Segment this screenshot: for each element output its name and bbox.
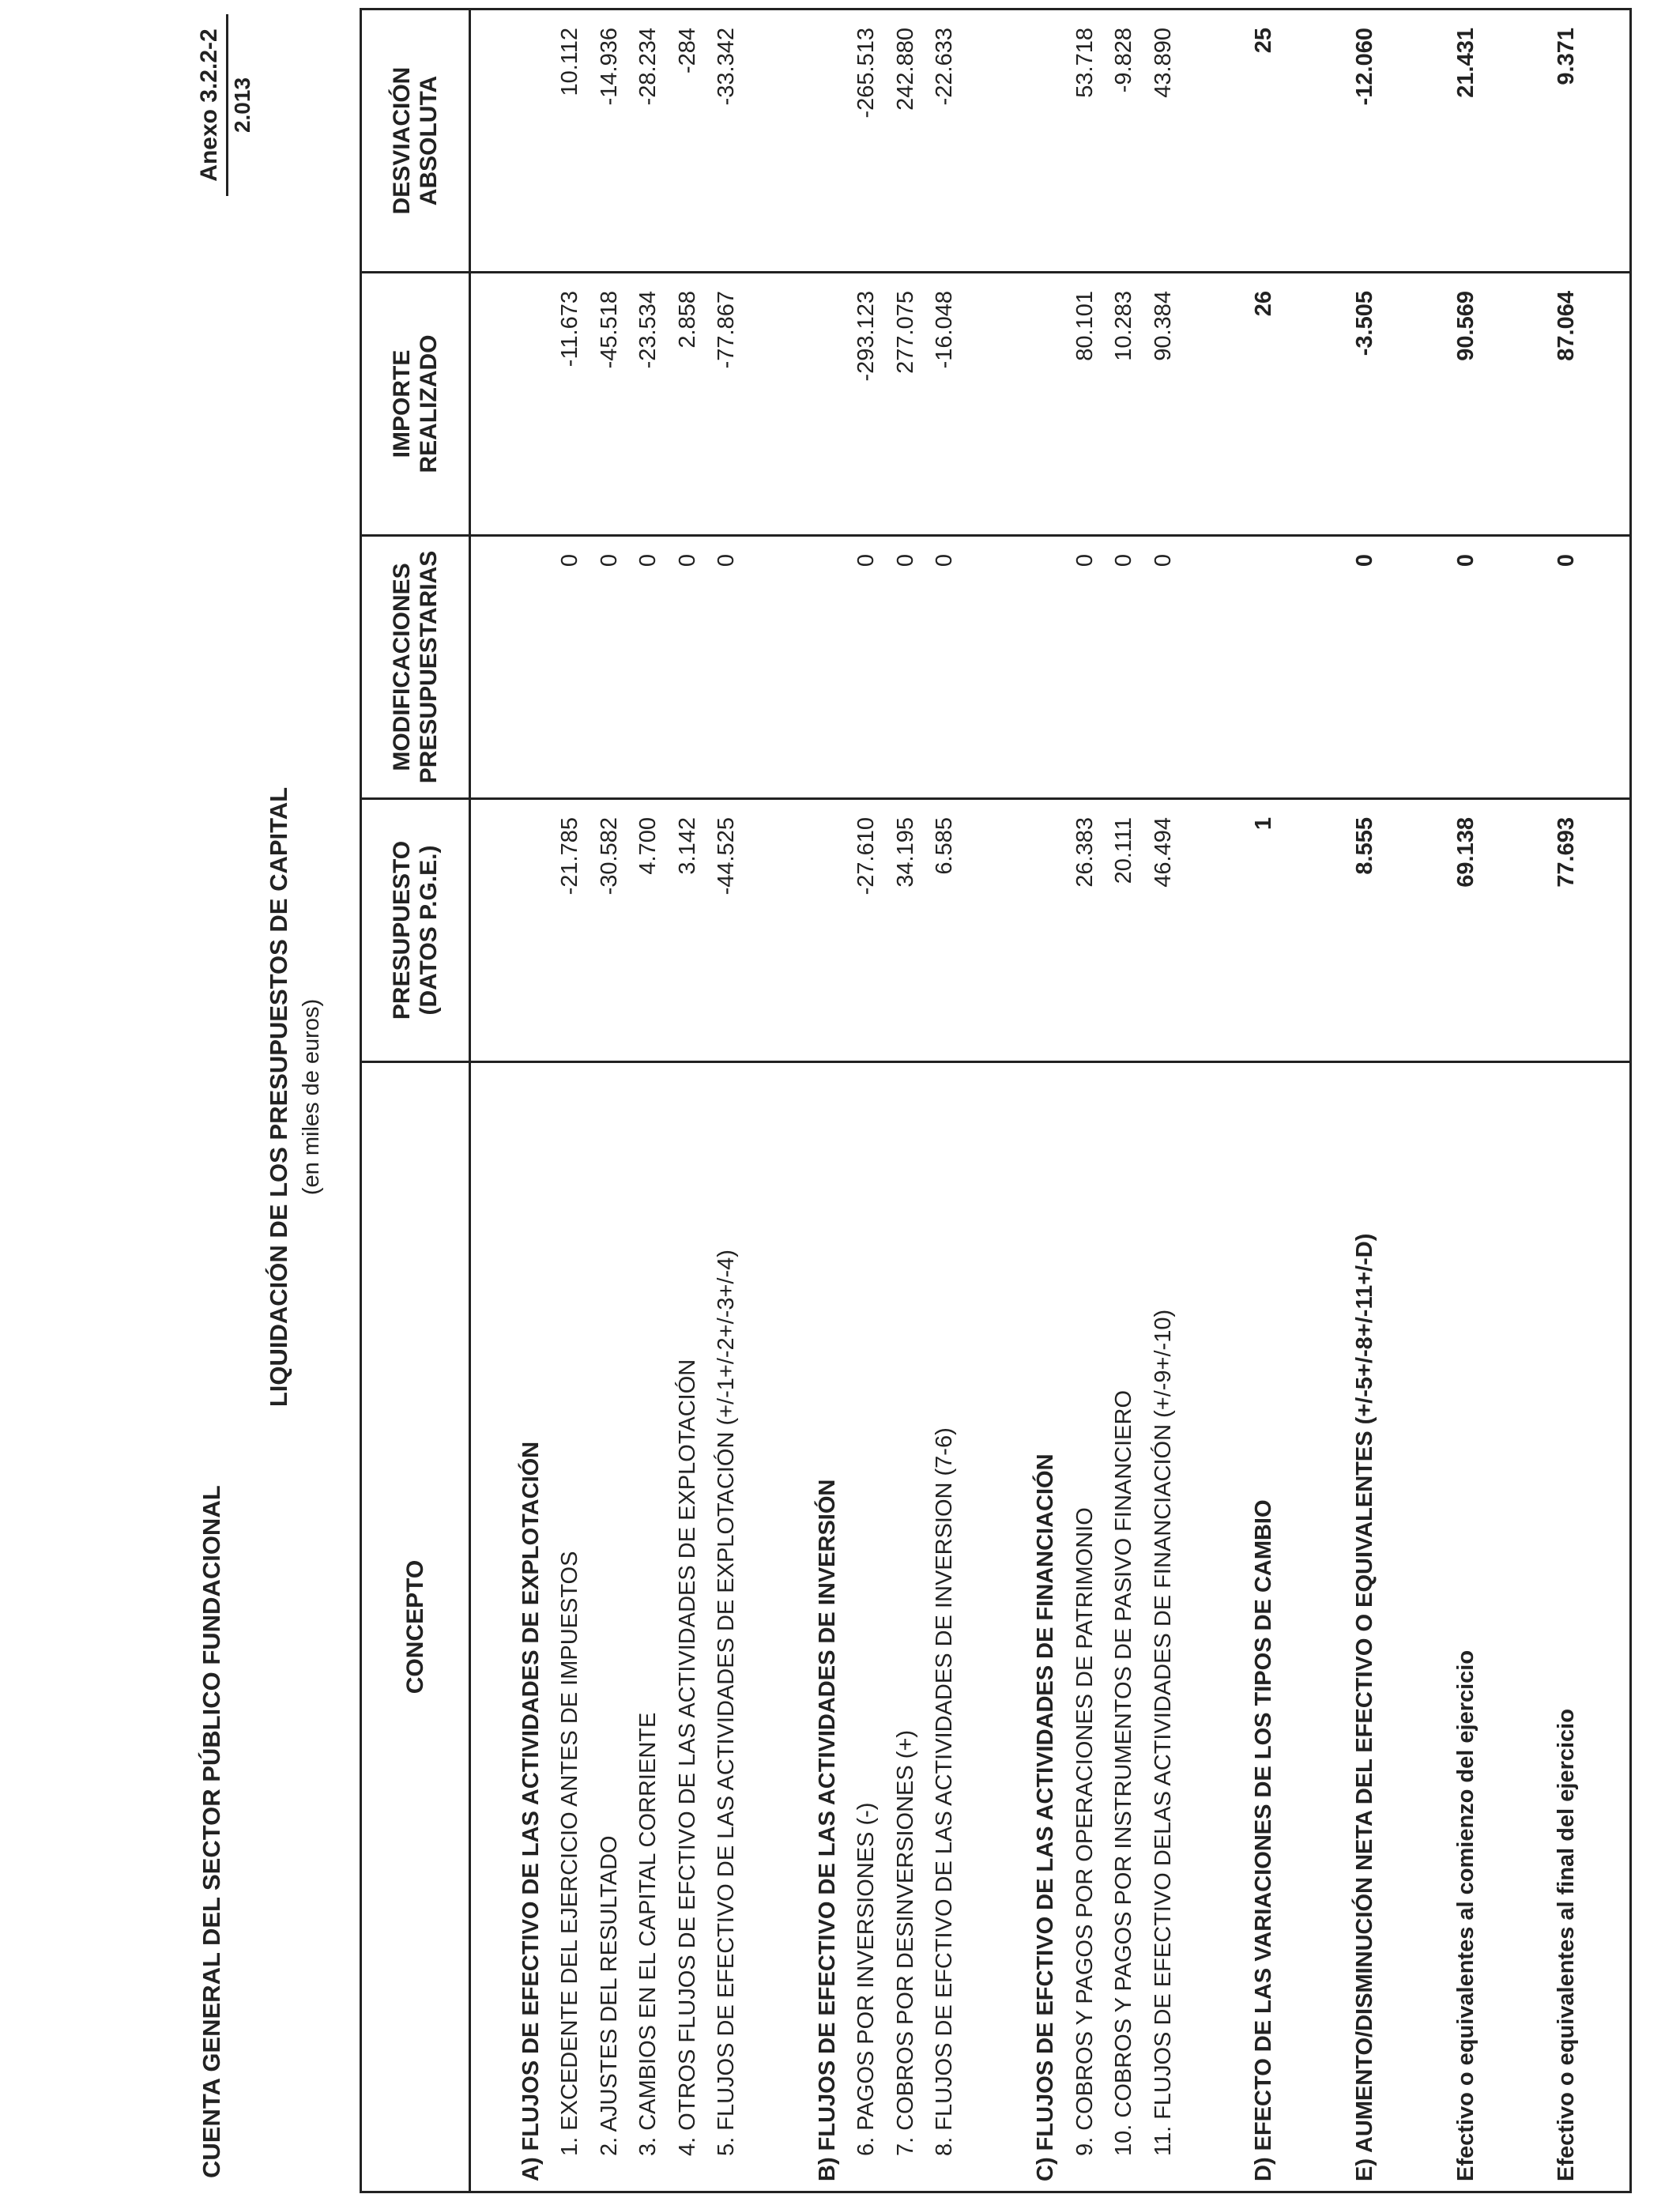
cell-modificaciones: 0 [595, 536, 635, 799]
column-header-presupuesto: PRESUPUESTO (DATOS P.G.E.) [361, 799, 470, 1062]
cell-realizado: 87.064 [1552, 273, 1591, 536]
cell-realizado: -293.123 [852, 273, 891, 536]
cell-modificaciones: 0 [634, 536, 673, 799]
column-header-concepto: CONCEPTO [361, 1062, 470, 2192]
cell-modificaciones: 0 [891, 536, 931, 799]
cell-realizado: 277.075 [891, 273, 931, 536]
cell-desviacion: -33.342 [712, 9, 751, 273]
cell-desviacion: 21.431 [1452, 9, 1491, 273]
cell-presupuesto: 46.494 [1149, 799, 1188, 1062]
cell-presupuesto: 8.555 [1350, 799, 1390, 1062]
cell-modificaciones: 0 [1071, 536, 1110, 799]
cell-desviacion: -12.060 [1350, 9, 1390, 273]
annex-label: Anexo 3.2.2-2 [196, 28, 222, 182]
cell-desviacion: 53.718 [1071, 9, 1110, 273]
cell-desviacion: -22.633 [930, 9, 970, 273]
cell-desviacion: -28.234 [634, 9, 673, 273]
table-row [673, 9, 713, 2192]
row-concept: 11. FLUJOS DE EFECTIVO DELAS ACTIVIDADES DE FINANCIACIÓN (+/-9+/-10) [1149, 1062, 1188, 2192]
table-row [634, 9, 673, 2192]
table-row [1249, 9, 1289, 2192]
cell-modificaciones: 0 [1149, 536, 1188, 799]
table-row [712, 9, 751, 2192]
cell-modificaciones [1249, 536, 1289, 799]
cell-desviacion: -9.828 [1109, 9, 1149, 273]
spacer-row [470, 9, 517, 2192]
cell-modificaciones: 0 [852, 536, 891, 799]
column-header-desviacion: DESVIACIÓN ABSOLUTA [361, 9, 470, 273]
cell-modificaciones: 0 [673, 536, 713, 799]
table-row [1071, 9, 1110, 2192]
cell-realizado: -11.673 [556, 273, 595, 536]
table-row [556, 9, 595, 2192]
organization-title: CUENTA GENERAL DEL SECTOR PÚBLICO FUNDACIONAL [198, 1485, 225, 2178]
table-row [930, 9, 970, 2192]
cell-modificaciones: 0 [1350, 536, 1390, 799]
table-row [1109, 9, 1149, 2192]
cell-presupuesto: 3.142 [673, 799, 713, 1062]
section-heading: B) FLUJOS DE EFECTIVO DE LAS ACTIVIDADES DE INVERSIÓN [813, 1062, 853, 2192]
row-concept: D) EFECTO DE LAS VARIACIONES DE LOS TIPOS DE CAMBIO [1249, 1062, 1289, 2192]
cell-realizado: 80.101 [1071, 273, 1110, 536]
cell-modificaciones: 0 [930, 536, 970, 799]
row-concept: 6. PAGOS POR INVERSIONES (-) [852, 1062, 891, 2192]
spacer-row [1289, 9, 1350, 2192]
cell-realizado: -77.867 [712, 273, 751, 536]
cell-presupuesto: 77.693 [1552, 799, 1591, 1062]
cell-presupuesto: 6.585 [930, 799, 970, 1062]
section-heading: C) FLUJOS DE EFCTIVO DE LAS ACTIVIDADES DE FINANCIACIÓN [1031, 1062, 1071, 2192]
cell-desviacion: -14.936 [595, 9, 635, 273]
cell-realizado: 90.384 [1149, 273, 1188, 536]
cell-realizado: 26 [1249, 273, 1289, 536]
table-row [1031, 9, 1071, 2192]
row-concept: 2. AJUSTES DEL RESULTADO [595, 1062, 635, 2192]
liquidation-table [360, 8, 1632, 2193]
table-row [1452, 9, 1491, 2192]
table-row [1350, 9, 1390, 2192]
cell-desviacion: 43.890 [1149, 9, 1188, 273]
table-row [1552, 9, 1591, 2192]
row-concept: 3. CAMBIOS EN EL CAPITAL CORRIENTE [634, 1062, 673, 2192]
cell-presupuesto: -30.582 [595, 799, 635, 1062]
annex-divider [226, 14, 228, 196]
cell-realizado: -23.534 [634, 273, 673, 536]
cell-modificaciones: 0 [556, 536, 595, 799]
cell-realizado: 90.569 [1452, 273, 1491, 536]
row-concept: 1. EXCEDENTE DEL EJERCICIO ANTES DE IMPUESTOS [556, 1062, 595, 2192]
spacer-row [1389, 9, 1451, 2192]
cell-realizado: -45.518 [595, 273, 635, 536]
cell-desviacion: 242.880 [891, 9, 931, 273]
cell-realizado: 10.283 [1109, 273, 1149, 536]
cell-presupuesto: 1 [1249, 799, 1289, 1062]
row-concept: Efectivo o equivalentes al comienzo del ejercicio [1452, 1062, 1491, 2192]
table-row [595, 9, 635, 2192]
row-concept: Efectivo o equivalentes al final del ejercicio [1552, 1062, 1591, 2192]
cell-realizado: 2.858 [673, 273, 713, 536]
cell-presupuesto: -27.610 [852, 799, 891, 1062]
cell-presupuesto: 4.700 [634, 799, 673, 1062]
cell-desviacion: 25 [1249, 9, 1289, 273]
row-concept: 10. COBROS Y PAGOS POR INSTRUMENTOS DE PASIVO FINANCIERO [1109, 1062, 1149, 2192]
cell-realizado: -16.048 [930, 273, 970, 536]
spacer-row [1188, 9, 1249, 2192]
spacer-row [751, 9, 813, 2192]
cell-presupuesto: -44.525 [712, 799, 751, 1062]
spacer-row [970, 9, 1031, 2192]
cell-realizado: -3.505 [1350, 273, 1390, 536]
cell-desviacion: 10.112 [556, 9, 595, 273]
table-header-row [361, 9, 470, 2192]
cell-modificaciones: 0 [1552, 536, 1591, 799]
column-header-modificaciones: MODIFICACIONES PRESUPUESTARIAS [361, 536, 470, 799]
row-concept: 7. COBROS POR DESINVERSIONES (+) [891, 1062, 931, 2192]
section-heading: A) FLUJOS DE EFECTIVO DE LAS ACTIVIDADES DE EXPLOTACIÓN [517, 1062, 556, 2192]
cell-presupuesto: 20.111 [1109, 799, 1149, 1062]
cell-presupuesto: 69.138 [1452, 799, 1491, 1062]
spacer-row [1490, 9, 1552, 2192]
annex-block [196, 14, 255, 196]
table-row [813, 9, 853, 2192]
cell-modificaciones: 0 [1452, 536, 1491, 799]
cell-modificaciones: 0 [712, 536, 751, 799]
row-concept: E) AUMENTO/DISMINUCIÓN NETA DEL EFECTIVO O EQUIVALENTES (+/-5+/-8+/-11+/-D) [1350, 1062, 1390, 2192]
row-concept: 8. FLUJOS DE EFCTIVO DE LAS ACTIVIDADES DE INVERSION (7-6) [930, 1062, 970, 2192]
report-subtitle: (en miles de euros) [299, 998, 324, 1196]
filler-row [1591, 9, 1631, 2192]
cell-modificaciones: 0 [1109, 536, 1149, 799]
cell-desviacion: -284 [673, 9, 713, 273]
cell-presupuesto: 34.195 [891, 799, 931, 1062]
cell-desviacion: 9.371 [1552, 9, 1591, 273]
column-header-importe: IMPORTE REALIZADO [361, 273, 470, 536]
table-row [891, 9, 931, 2192]
row-concept: 9. COBROS Y PAGOS POR OPERACIONES DE PATRIMONIO [1071, 1062, 1110, 2192]
annex-year: 2.013 [230, 77, 254, 134]
cell-presupuesto: -21.785 [556, 799, 595, 1062]
report-title: LIQUIDACIÓN DE LOS PRESUPUESTOS DE CAPITAL [265, 786, 292, 1408]
cell-desviacion: -265.513 [852, 9, 891, 273]
row-concept: 4. OTROS FLUJOS DE EFCTIVO DE LAS ACTIVIDADES DE EXPLOTACIÓN [673, 1062, 713, 2192]
row-concept: 5. FLUJOS DE EFECTIVO DE LAS ACTIVIDADES DE EXPLOTACIÓN (+/-1+/-2+/-3+/-4) [712, 1062, 751, 2192]
table-row [852, 9, 891, 2192]
table-row [517, 9, 556, 2192]
cell-presupuesto: 26.383 [1071, 799, 1110, 1062]
table-row [1149, 9, 1188, 2192]
